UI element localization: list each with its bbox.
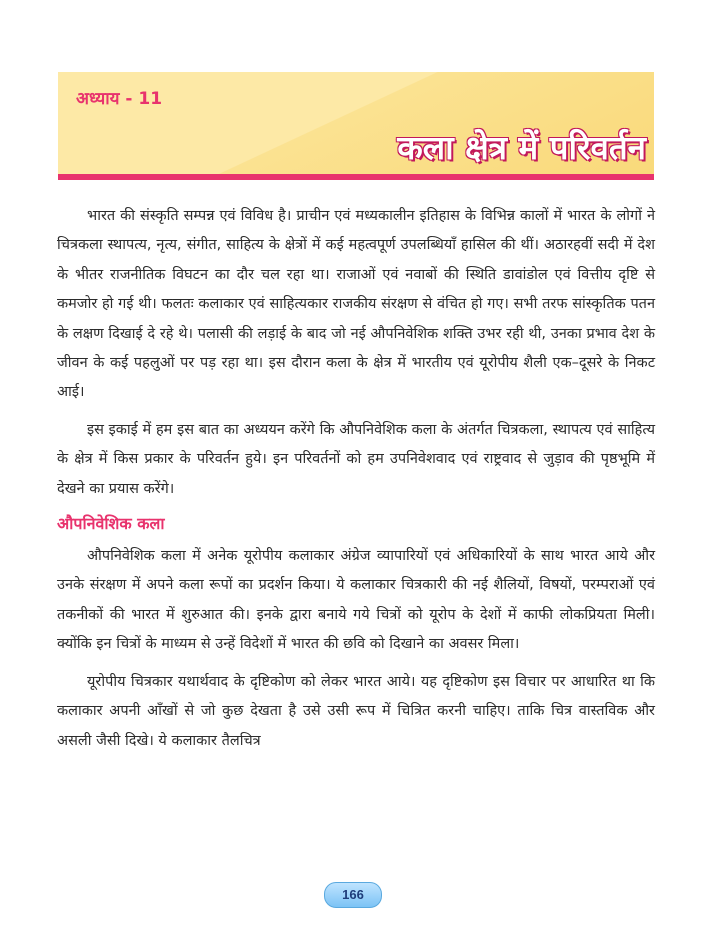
paragraph: यूरोपीय चित्रकार यथार्थवाद के दृष्टिकोण को लेकर भारत आये। यह दृष्टिकोण इस विचार पर आधारित था कि कलाकार अपनी आँखों से जो कुछ देखता है उसे उसी रूप में चित्रित करनी चाहिए। ताकि चित्र वास्तविक और असली जैसी दिखे। ये कलाकार तैलचित्र [57,673,655,749]
paragraph: इस इकाई में हम इस बात का अध्ययन करेंगे कि औपनिवेशिक कला के अंतर्गत चित्रकला, स्थापत्य एवं साहित्य के क्षेत्र में किस प्रकार के परिवर्तन हुये। इन परिवर्तनों को हम उपनिवेशवाद एवं राष्ट्रवाद से जुड़ाव की पृष्ठभूमि में देखने का प्रयास करेंगे। [57,421,655,497]
paragraph: भारत की संस्कृति सम्पन्न एवं विविध है। प्राचीन एवं मध्यकालीन इतिहास के विभिन्न कालों में भारत के लोगों ने चित्रकला स्थापत्य, नृत्य, संगीत, साहित्य के क्षेत्रों में कई महत्वपूर्ण उपलब्धियाँ हासिल की थीं। अठारहवीं सदी में देश के भीतर राजनीतिक विघटन का दौर चल रहा था। राजाओं एवं नवाबों की स्थिति डावांडोल एवं वित्तीय दृष्टि से कमजोर हो गई थी। फलतः कलाकार एवं साहित्यकार राजकीय संरक्षण से वंचित हो गए। सभी तरफ सांस्कृतिक पतन के लक्षण दिखाई दे रहे थे। पलासी की लड़ाई के बाद जो नई औपनिवेशिक शक्ति उभर रही थी, उनका प्रभाव देश के जीवन के कई पहलुओं पर पड़ रहा था। इस दौरान कला के क्षेत्र में भारतीय एवं यूरोपीय शैली एक–दूसरे के निकट आई। [57,208,655,401]
chapter-title: कला क्षेत्र में परिवर्तन [397,128,646,167]
chapter-label: अध्याय - 11 [76,89,163,109]
paragraph: औपनिवेशिक कला में अनेक यूरोपीय कलाकार अंग्रेज व्यापारियों एवं अधिकारियों के साथ भारत आये और उनके संरक्षण में अपने कला रूपों का प्रदर्शन किया। ये कलाकार चित्रकारी की नई शैलियों, विषयों, परम्पराओं एवं तकनीकों की भारत में शुरुआत की। इनके द्वारा बनाये गये चित्रों को यूरोप के देशों में काफी लोकप्रियता मिली। क्योंकि इन चित्रों के माध्यम से उन्हें विदेशों में भारत की छवि को दिखाने का अवसर मिला। [57,548,655,653]
page-content [57,202,655,764]
banner-stripe [58,174,654,180]
section-heading: औपनिवेशिक कला [57,514,165,534]
page-number: 166 [324,882,382,908]
